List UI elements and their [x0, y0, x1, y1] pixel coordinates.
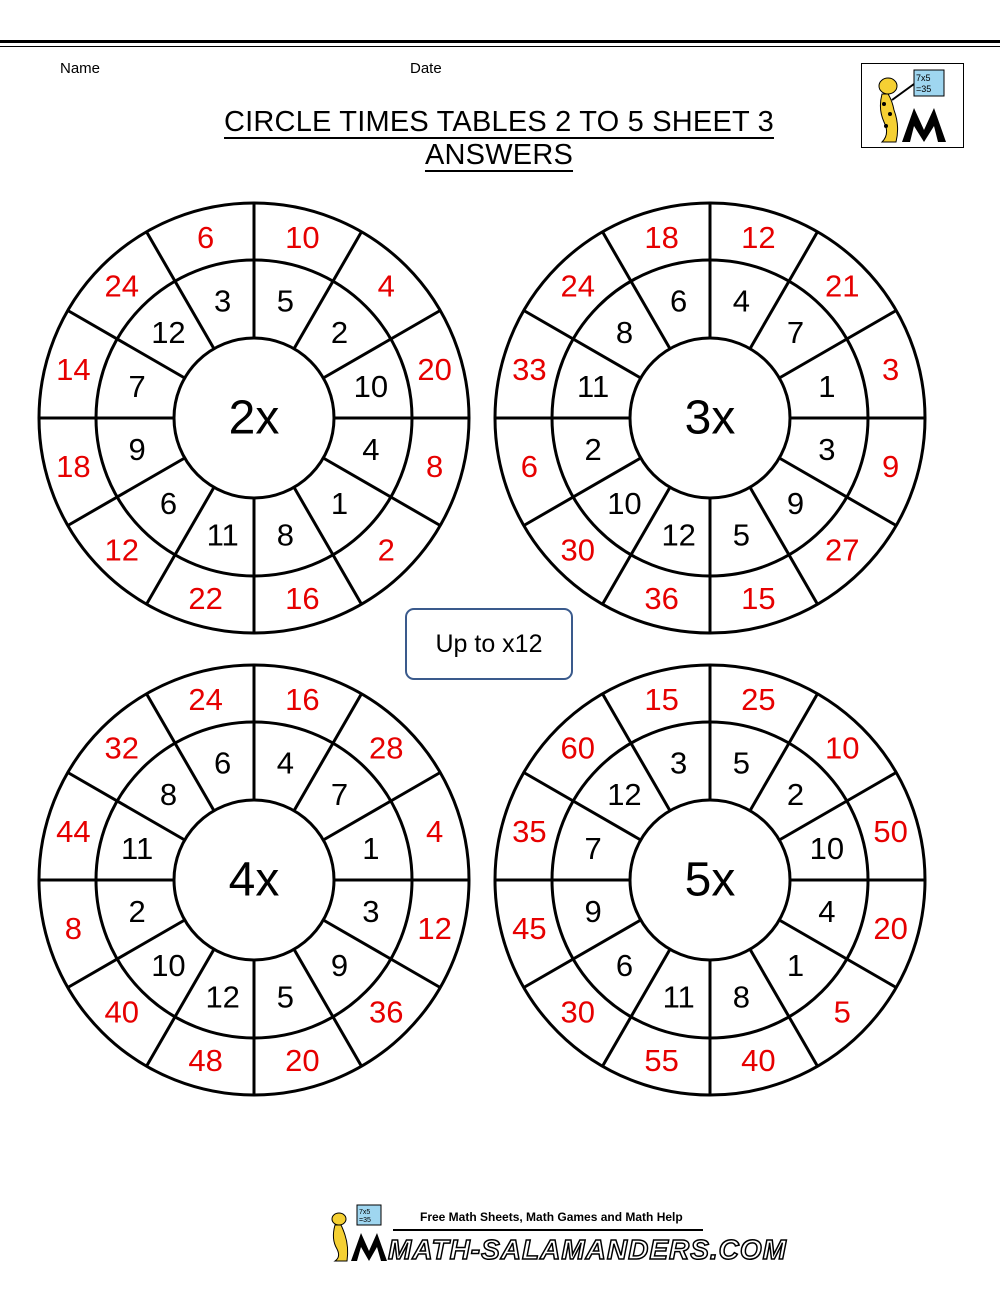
wheel-inner-number: 8: [732, 979, 750, 1015]
wheel-inner-number: 9: [128, 431, 146, 467]
wheel-answer-number: 28: [368, 730, 404, 766]
wheel-answer-number: 55: [644, 1043, 679, 1079]
wheel-answer-number: 18: [644, 219, 679, 255]
wheel-answer-number: 14: [56, 352, 91, 388]
wheel-answer-number: 24: [560, 268, 596, 304]
wheel-3x: [495, 203, 925, 633]
wheel-inner-number: 11: [121, 831, 154, 867]
wheel-inner-number: 5: [732, 517, 750, 553]
wheel-answer-number: 4: [426, 814, 444, 850]
wheel-inner-number: 2: [786, 776, 805, 812]
wheel-inner-number: 4: [818, 893, 836, 929]
logo-sum-text: 7x5: [916, 73, 931, 83]
wheel-inner-number: 3: [818, 431, 836, 467]
wheel-answer-number: 30: [560, 532, 596, 568]
wheel-answer-number: 8: [426, 448, 444, 484]
wheel-inner-number: 5: [276, 283, 294, 319]
wheel-answer-number: 30: [560, 994, 596, 1030]
wheel-answer-number: 12: [741, 219, 776, 255]
wheel-inner-number: 8: [276, 517, 294, 553]
wheel-inner-number: 11: [577, 369, 610, 405]
wheel-answer-number: 15: [644, 681, 679, 717]
wheel-inner-number: 6: [615, 948, 634, 984]
wheel-inner-number: 6: [159, 486, 178, 522]
wheel-inner-number: 12: [151, 314, 186, 350]
wheel-center-label: 2x: [228, 391, 280, 445]
wheel-inner-number: 2: [584, 431, 602, 467]
wheel-answer-number: 40: [104, 994, 140, 1030]
wheel-answer-number: 24: [188, 681, 223, 717]
wheel-answer-number: 5: [833, 994, 851, 1030]
wheel-answer-number: 18: [56, 448, 91, 484]
wheel-answer-number: 40: [741, 1043, 776, 1079]
wheel-answer-number: 27: [824, 532, 860, 568]
wheel-inner-number: 7: [330, 776, 349, 812]
wheel-answer-number: 10: [824, 730, 860, 766]
wheel-inner-number: 6: [670, 283, 688, 319]
wheel-answer-number: 16: [285, 581, 320, 617]
wheel-answer-number: 24: [104, 268, 140, 304]
wheel-inner-number: 9: [330, 948, 349, 984]
page-title: CIRCLE TIMES TABLES 2 TO 5 SHEET 3 ANSWERS: [224, 106, 774, 171]
up-to-x12-callout: Up to x12: [405, 608, 573, 680]
wheel-answer-number: 60: [560, 730, 596, 766]
wheel-inner-number: 7: [584, 831, 602, 867]
wheel-inner-number: 1: [362, 831, 380, 867]
wheel-answer-number: 2: [377, 532, 395, 568]
wheel-answer-number: 4: [377, 268, 395, 304]
wheel-answer-number: 8: [64, 910, 82, 946]
wheel-inner-number: 3: [670, 745, 688, 781]
wheel-answer-number: 36: [368, 994, 404, 1030]
wheel-answer-number: 10: [285, 219, 320, 255]
wheel-answer-number: 6: [196, 219, 215, 255]
wheel-inner-number: 4: [362, 431, 380, 467]
wheel-answer-number: 32: [104, 730, 140, 766]
wheel-inner-number: 7: [128, 369, 146, 405]
wheel-answer-number: 3: [882, 352, 900, 388]
wheel-inner-number: 2: [128, 893, 146, 929]
svg-text:=35: =35: [916, 84, 932, 94]
footer-salamander-icon: [325, 1203, 390, 1263]
footer-tagline: Free Math Sheets, Math Games and Math Help: [420, 1210, 683, 1224]
wheel-inner-number: 10: [151, 948, 186, 984]
svg-text:=35: =35: [359, 1217, 371, 1224]
wheel-center-label: 4x: [228, 853, 280, 907]
wheel-inner-number: 9: [786, 486, 805, 522]
wheel-inner-number: 12: [607, 776, 642, 812]
wheel-inner-number: 10: [809, 831, 845, 867]
wheel-5x: [495, 665, 925, 1095]
wheel-inner-number: 5: [276, 979, 294, 1015]
wheel-answer-number: 35: [512, 814, 547, 850]
wheel-answer-number: 6: [520, 448, 538, 484]
wheel-inner-number: 3: [214, 283, 232, 319]
wheel-inner-number: 11: [206, 517, 239, 553]
wheel-4x: [39, 665, 469, 1095]
wheel-inner-number: 1: [818, 369, 836, 405]
wheel-answer-number: 50: [873, 814, 908, 850]
wheel-answer-number: 33: [512, 352, 547, 388]
name-label: Name: [60, 60, 101, 77]
wheel-answer-number: 45: [512, 910, 547, 946]
footer-rule: [393, 1229, 703, 1231]
wheel-answer-number: 44: [56, 814, 91, 850]
wheel-answer-number: 36: [644, 581, 679, 617]
wheel-inner-number: 12: [661, 517, 696, 553]
wheel-inner-number: 7: [786, 314, 805, 350]
wheel-inner-number: 2: [330, 314, 349, 350]
wheel-answer-number: 20: [417, 352, 452, 388]
wheel-answer-number: 12: [417, 910, 452, 946]
wheel-inner-number: 10: [607, 486, 642, 522]
wheel-answer-number: 12: [104, 532, 140, 568]
wheel-answer-number: 16: [285, 681, 320, 717]
wheel-inner-number: 10: [353, 369, 389, 405]
wheel-inner-number: 12: [205, 979, 240, 1015]
wheel-answer-number: 20: [285, 1043, 320, 1079]
wheel-2x: [39, 203, 469, 633]
wheel-answer-number: 21: [824, 268, 860, 304]
wheel-center-label: 5x: [684, 853, 736, 907]
wheel-inner-number: 5: [732, 745, 750, 781]
wheel-inner-number: 8: [615, 314, 634, 350]
wheel-inner-number: 4: [276, 745, 294, 781]
wheel-inner-number: 6: [214, 745, 232, 781]
wheel-inner-number: 4: [732, 283, 750, 319]
wheel-answer-number: 48: [188, 1043, 223, 1079]
wheel-answer-number: 9: [882, 448, 900, 484]
wheel-answer-number: 20: [873, 910, 908, 946]
wheel-answer-number: 25: [741, 681, 776, 717]
wheel-inner-number: 1: [786, 948, 805, 984]
svg-text:7x5: 7x5: [359, 1209, 371, 1216]
footer-brand: MATH-SALAMANDERS.COM: [388, 1234, 787, 1265]
wheel-answer-number: 22: [188, 581, 223, 617]
wheel-answer-number: 15: [741, 581, 776, 617]
wheel-inner-number: 9: [584, 893, 602, 929]
date-label: Date: [410, 60, 442, 77]
wheel-inner-number: 3: [362, 893, 380, 929]
wheel-inner-number: 1: [330, 486, 349, 522]
wheel-inner-number: 8: [159, 776, 178, 812]
wheel-inner-number: 11: [662, 979, 695, 1015]
wheel-center-label: 3x: [684, 391, 736, 445]
